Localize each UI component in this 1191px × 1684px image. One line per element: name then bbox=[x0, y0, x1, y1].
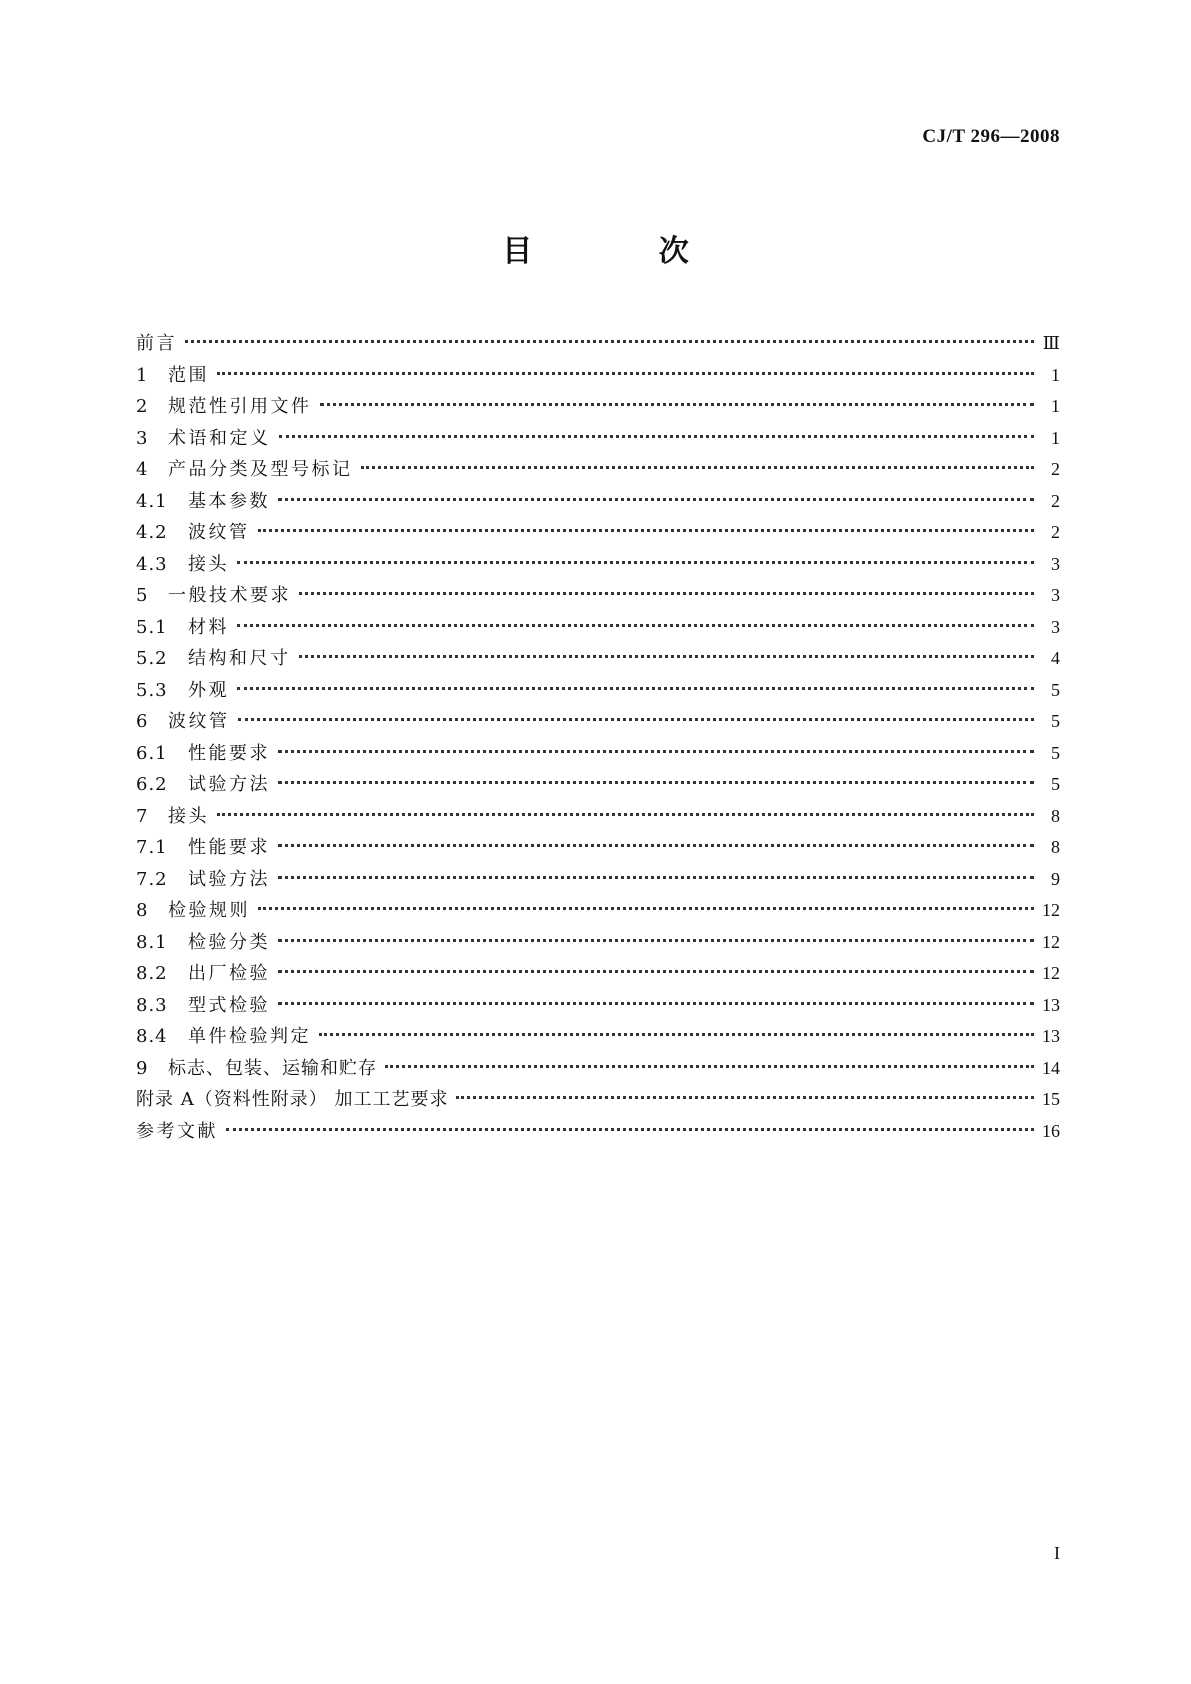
toc-entry-number: 4 bbox=[136, 459, 149, 480]
toc-entry-label: 波纹管 bbox=[188, 522, 250, 543]
toc-entry-page: 9 bbox=[1051, 868, 1060, 889]
toc-entry-label: 检验分类 bbox=[188, 931, 270, 953]
toc-entry-label: 附录 A（资料性附录） 加工工艺要求 bbox=[136, 1089, 449, 1110]
page-number: I bbox=[1054, 1543, 1060, 1563]
dot-leader bbox=[319, 1033, 1034, 1036]
toc-entry-number: 5.3 bbox=[136, 679, 168, 701]
toc-entry-label: 外观 bbox=[188, 679, 229, 701]
toc-entry-number: 5 bbox=[136, 585, 149, 606]
dot-leader bbox=[258, 529, 1035, 532]
toc-entry-label: 前言 bbox=[136, 333, 177, 354]
toc-entry[interactable] bbox=[136, 958, 1060, 990]
toc-entry-label: 接头 bbox=[188, 553, 229, 575]
toc-entry-page: 3 bbox=[1051, 616, 1060, 637]
toc-entry[interactable] bbox=[136, 1021, 1060, 1053]
toc-entry-page: 3 bbox=[1051, 585, 1060, 605]
toc-entry[interactable] bbox=[136, 423, 1060, 455]
dot-leader bbox=[185, 340, 1034, 343]
toc-entry-number: 6.1 bbox=[136, 742, 168, 764]
toc-entry[interactable] bbox=[136, 643, 1060, 675]
toc-title: 目 次 bbox=[502, 234, 747, 269]
toc-entry-number: 8.1 bbox=[136, 931, 168, 953]
toc-entry-page: 5 bbox=[1051, 679, 1060, 700]
toc-entry[interactable] bbox=[136, 706, 1060, 738]
toc-entry-number: 3 bbox=[136, 427, 149, 449]
dot-leader bbox=[456, 1096, 1034, 1099]
toc-entry-number: 7 bbox=[136, 805, 149, 827]
toc-entry-label: 参考文献 bbox=[136, 1120, 218, 1142]
dot-leader bbox=[278, 1002, 1034, 1005]
toc-entry-number: 7.2 bbox=[136, 868, 168, 890]
toc-entry[interactable] bbox=[136, 927, 1060, 959]
toc-entry-number: 1 bbox=[136, 364, 149, 386]
toc-entry-page: 8 bbox=[1051, 805, 1060, 826]
toc-entry-page: 13 bbox=[1042, 994, 1060, 1015]
toc-entry-label: 单件检验判定 bbox=[188, 1026, 311, 1047]
toc-entry-number: 5.1 bbox=[136, 616, 168, 638]
dot-leader bbox=[237, 561, 1034, 564]
toc-entry[interactable] bbox=[136, 895, 1060, 927]
toc-entry-label: 范围 bbox=[168, 364, 209, 386]
toc-entry-label: 出厂检验 bbox=[188, 963, 270, 984]
toc-entry[interactable] bbox=[136, 801, 1060, 833]
toc-entry-label: 术语和定义 bbox=[168, 427, 271, 449]
toc-entry-number: 6 bbox=[136, 711, 149, 732]
toc-entry-page: 14 bbox=[1042, 1057, 1060, 1078]
toc-entry-page: 5 bbox=[1051, 711, 1060, 731]
toc-entry-label: 性能要求 bbox=[188, 742, 270, 764]
toc-entry-label: 规范性引用文件 bbox=[168, 396, 312, 417]
standard-code: CJ/T 296—2008 bbox=[922, 126, 1060, 147]
dot-leader bbox=[258, 907, 1034, 910]
toc-entry-page: 1 bbox=[1051, 427, 1060, 448]
dot-leader bbox=[279, 435, 1035, 438]
dot-leader bbox=[226, 1128, 1034, 1131]
toc-entry[interactable] bbox=[136, 360, 1060, 392]
toc-entry-number: 8.3 bbox=[136, 994, 168, 1016]
dot-leader bbox=[278, 498, 1034, 501]
toc-entry-number: 4.2 bbox=[136, 522, 168, 543]
toc-entry-label: 基本参数 bbox=[188, 490, 270, 512]
toc-entry-page: 1 bbox=[1051, 396, 1060, 416]
dot-leader bbox=[238, 718, 1035, 721]
toc-entry-label: 接头 bbox=[168, 805, 209, 827]
toc-entry[interactable] bbox=[136, 612, 1060, 644]
toc-entry-number: 5.2 bbox=[136, 648, 168, 669]
dot-leader bbox=[217, 372, 1034, 375]
toc-entry-number: 2 bbox=[136, 396, 149, 417]
toc-entry-number: 9 bbox=[136, 1057, 149, 1079]
toc-entry-label: 结构和尺寸 bbox=[188, 648, 291, 669]
toc-entry-page: 1 bbox=[1051, 364, 1060, 385]
toc-entry-page: 5 bbox=[1051, 742, 1060, 763]
toc-entry-page: 8 bbox=[1051, 837, 1060, 857]
toc-entry-label: 试验方法 bbox=[188, 774, 270, 795]
toc-entry[interactable] bbox=[136, 832, 1060, 864]
dot-leader bbox=[299, 655, 1035, 658]
toc-entry-page: 12 bbox=[1042, 931, 1060, 952]
toc-entry-page: 2 bbox=[1051, 522, 1060, 542]
dot-leader bbox=[278, 970, 1034, 973]
toc-entry[interactable] bbox=[136, 391, 1060, 423]
toc-entry-page: 2 bbox=[1051, 459, 1060, 479]
toc-entry-label: 材料 bbox=[188, 616, 229, 638]
toc-entry[interactable] bbox=[136, 1116, 1060, 1148]
toc-entry[interactable] bbox=[136, 1053, 1060, 1085]
dot-leader bbox=[299, 592, 1034, 595]
toc-entry-label: 一般技术要求 bbox=[168, 585, 291, 606]
dot-leader bbox=[217, 813, 1034, 816]
toc-entry-number: 7.1 bbox=[136, 837, 168, 858]
dot-leader bbox=[237, 624, 1034, 627]
toc-entry-page: 4 bbox=[1051, 648, 1060, 668]
toc-entry[interactable] bbox=[136, 769, 1060, 801]
toc-entry-label: 标志、包装、运输和贮存 bbox=[168, 1057, 377, 1079]
toc-entry[interactable] bbox=[136, 675, 1060, 707]
toc-entry[interactable] bbox=[136, 517, 1060, 549]
toc-entry-number: 6.2 bbox=[136, 774, 168, 795]
toc-entry-label: 性能要求 bbox=[188, 837, 270, 858]
dot-leader bbox=[278, 844, 1034, 847]
toc-entry[interactable] bbox=[136, 864, 1060, 896]
toc-entry-page: 12 bbox=[1042, 963, 1060, 983]
toc-entry-label: 检验规则 bbox=[168, 900, 250, 921]
toc-entry[interactable] bbox=[136, 486, 1060, 518]
toc-entry-number: 4.3 bbox=[136, 553, 168, 575]
dot-leader bbox=[278, 750, 1034, 753]
dot-leader bbox=[278, 781, 1034, 784]
toc-entry-label: 试验方法 bbox=[188, 868, 270, 890]
dot-leader bbox=[385, 1065, 1034, 1068]
toc-entry-number: 4.1 bbox=[136, 490, 168, 512]
toc-entry-number: 8 bbox=[136, 900, 149, 921]
toc-entry-page: 2 bbox=[1051, 490, 1060, 511]
toc-entry[interactable] bbox=[136, 580, 1060, 612]
dot-leader bbox=[320, 403, 1035, 406]
toc-entry[interactable] bbox=[136, 328, 1060, 360]
toc-entry[interactable] bbox=[136, 990, 1060, 1022]
toc-entry-page: Ⅲ bbox=[1042, 333, 1060, 353]
dot-leader bbox=[278, 876, 1034, 879]
toc-entry[interactable] bbox=[136, 454, 1060, 486]
toc-entry-number: 8.4 bbox=[136, 1026, 168, 1047]
toc-entry-label: 产品分类及型号标记 bbox=[168, 459, 353, 480]
table-of-contents bbox=[136, 328, 1060, 1147]
toc-entry-page: 15 bbox=[1042, 1089, 1060, 1109]
toc-entry[interactable] bbox=[136, 1084, 1060, 1116]
dot-leader bbox=[361, 466, 1035, 469]
toc-entry-page: 5 bbox=[1051, 774, 1060, 794]
toc-entry-label: 波纹管 bbox=[168, 711, 230, 732]
dot-leader bbox=[278, 939, 1034, 942]
toc-entry-page: 12 bbox=[1042, 900, 1060, 920]
toc-entry-page: 13 bbox=[1042, 1026, 1060, 1046]
toc-entry[interactable] bbox=[136, 549, 1060, 581]
toc-entry-label: 型式检验 bbox=[188, 994, 270, 1016]
dot-leader bbox=[237, 687, 1034, 690]
toc-entry-page: 16 bbox=[1042, 1120, 1060, 1141]
toc-entry[interactable] bbox=[136, 738, 1060, 770]
toc-entry-page: 3 bbox=[1051, 553, 1060, 574]
toc-entry-number: 8.2 bbox=[136, 963, 168, 984]
